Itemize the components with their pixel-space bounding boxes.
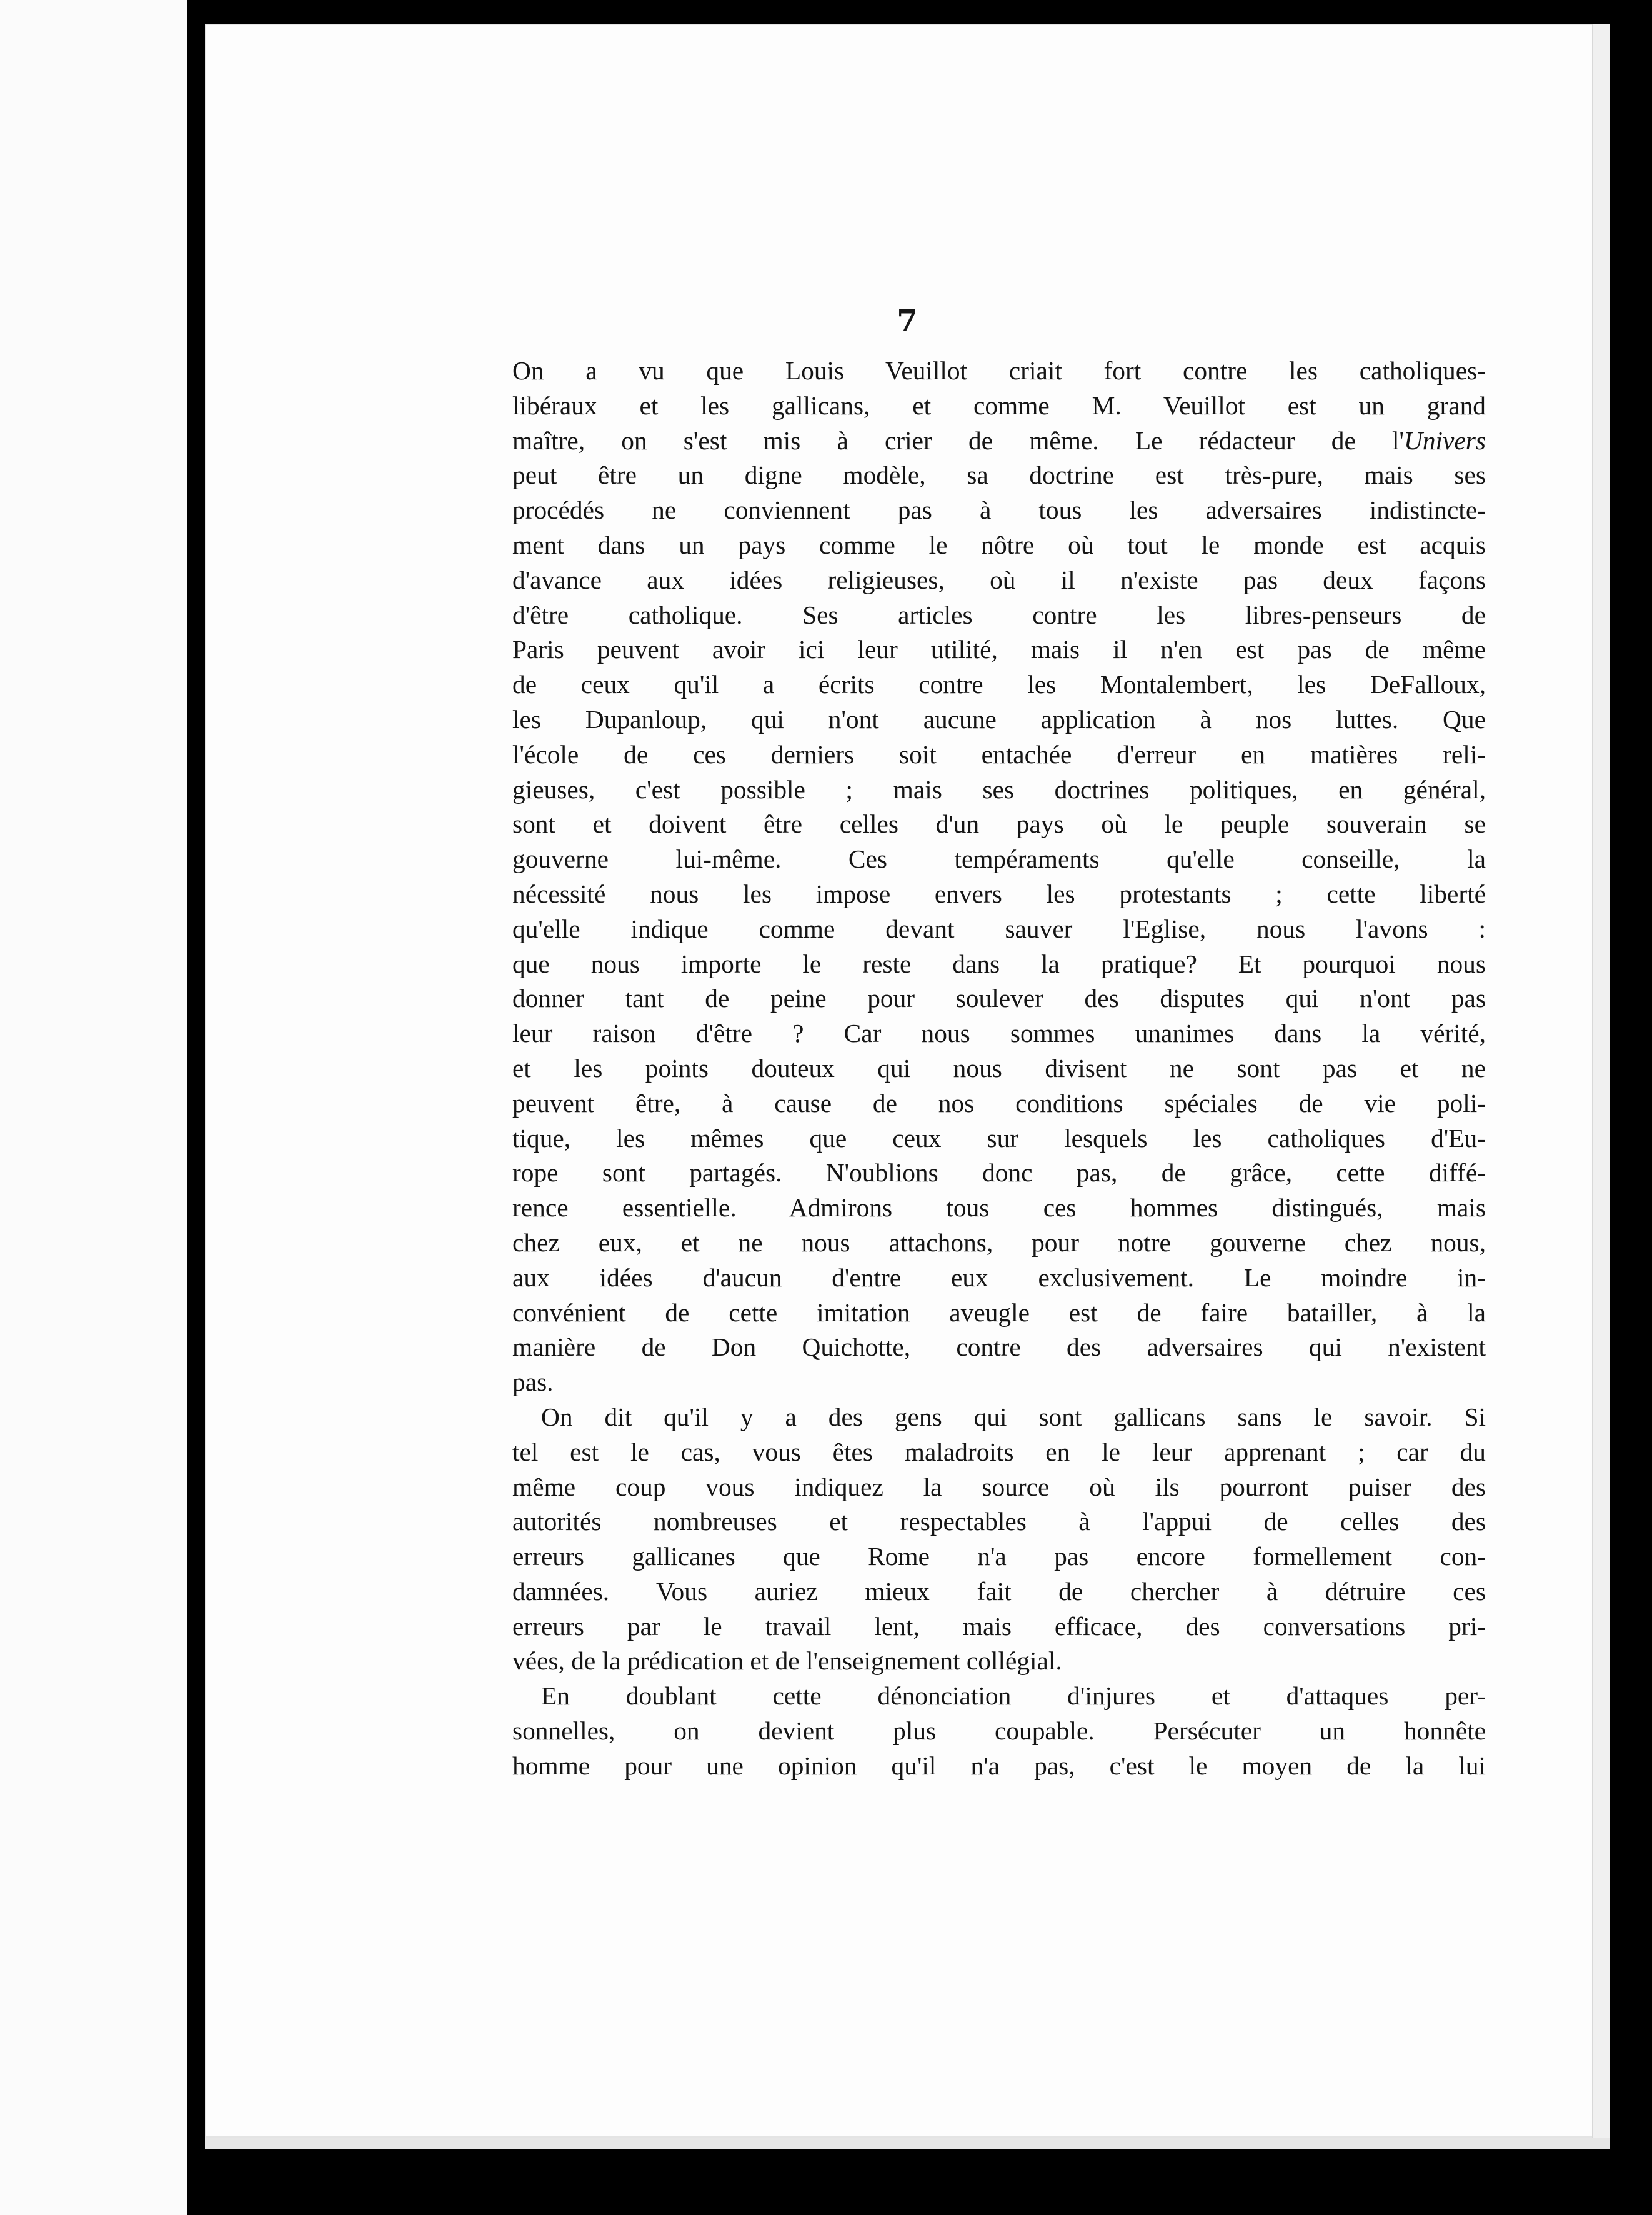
text-line: de ceux qu'il a écrits contre les Montalembert, les DeFalloux, <box>512 670 1486 699</box>
text-line: pas. <box>512 1368 554 1397</box>
text-line: On a vu que Louis Veuillot criait fort contre les catholiques- <box>512 356 1486 385</box>
text-line: que nous importe le reste dans la pratique? Et pourquoi nous <box>512 949 1486 978</box>
text-line: manière de Don Quichotte, contre des adversaires qui n'existent <box>512 1332 1486 1362</box>
text-line <box>512 424 1486 459</box>
text-line: et les points douteux qui nous divisent ne sont pas et ne <box>512 1053 1486 1082</box>
page-bottom-edge <box>205 2138 1610 2149</box>
text-line: autorités nombreuses et respectables à l'appui de celles des <box>512 1507 1486 1536</box>
text-line: tel est le cas, vous êtes maladroits en le leur apprenant ; car du <box>512 1437 1486 1466</box>
paragraph <box>512 354 1486 1400</box>
text-line: d'être catholique. Ses articles contre les libres-penseurs de <box>512 600 1486 629</box>
text-line: qu'elle indique comme devant sauver l'Eglise, nous l'avons : <box>512 914 1486 943</box>
page-edge <box>1592 24 1610 2138</box>
text-line: vées, de la prédication et de l'enseignement collégial. <box>512 1646 1062 1676</box>
text-line: sonnelles, on devient plus coupable. Persécuter un honnête <box>512 1716 1486 1746</box>
text-line: libéraux et les gallicans, et comme M. Veuillot est un grand <box>512 391 1486 420</box>
binding-mark <box>190 356 201 378</box>
text-line: tique, les mêmes que ceux sur lesquels les catholiques d'Eu- <box>512 1123 1486 1152</box>
text-line: Paris peuvent avoir ici leur utilité, mais il n'en est pas de même <box>512 635 1486 664</box>
binding-mark <box>190 1738 201 1759</box>
text-line: rence essentielle. Admirons tous ces hommes distingués, mais <box>512 1193 1486 1222</box>
text-line: aux idées d'aucun d'entre eux exclusivement. Le moindre in- <box>512 1262 1486 1292</box>
text-line: peut être un digne modèle, sa doctrine est très-pure, mais ses <box>512 461 1486 490</box>
text-line: En doublant cette dénonciation d'injures et d'attaques per- <box>541 1681 1486 1711</box>
text-line: ment dans un pays comme le nôtre où tout le monde est acquis <box>512 530 1486 559</box>
text-line: homme pour une opinion qu'il n'a pas, c'est le moyen de la lui <box>512 1751 1486 1780</box>
text-line: rope sont partagés. N'oublions donc pas, de grâce, cette diffé- <box>512 1158 1486 1188</box>
italic-title: Univers <box>1403 426 1486 455</box>
text-line: convénient de cette imitation aveugle est de faire batailler, à la <box>512 1298 1486 1327</box>
text-line: erreurs gallicanes que Rome n'a pas encore formellement con- <box>512 1542 1486 1571</box>
text-line: sont et doivent être celles d'un pays où le peuple souverain se <box>512 809 1486 839</box>
text-line: l'école de ces derniers soit entachée d'erreur en matières reli- <box>512 739 1486 769</box>
body-text <box>512 354 1486 1784</box>
text-line: chez eux, et ne nous attachons, pour notre gouverne chez nous, <box>512 1228 1486 1257</box>
text-line: procédés ne conviennent pas à tous les adversaires indistincte- <box>512 496 1486 525</box>
text-line: leur raison d'être ? Car nous sommes unanimes dans la vérité, <box>512 1019 1486 1048</box>
book-page <box>205 24 1610 2138</box>
text-line: damnées. Vous auriez mieux fait de chercher à détruire ces <box>512 1576 1486 1606</box>
page-number: 7 <box>897 304 918 339</box>
text-line: peuvent être, à cause de nos conditions spéciales de vie poli- <box>512 1088 1486 1118</box>
text-line: gieuses, c'est possible ; mais ses doctrines politiques, en général, <box>512 774 1486 804</box>
paragraph <box>512 1679 1486 1783</box>
text-line: donner tant de peine pour soulever des disputes qui n'ont pas <box>512 984 1486 1013</box>
text-fragment: maître, on s'est mis à crier de même. Le rédacteur de l' <box>512 426 1404 455</box>
text-line: gouverne lui-même. Ces tempéraments qu'elle conseille, la <box>512 844 1486 874</box>
binding-mark <box>190 1922 201 1943</box>
paragraph <box>512 1400 1486 1679</box>
text-line: erreurs par le travail lent, mais efficace, des conversations pri- <box>512 1611 1486 1641</box>
text-line: d'avance aux idées religieuses, où il n'existe pas deux façons <box>512 565 1486 594</box>
text-line: On dit qu'il y a des gens qui sont gallicans sans le savoir. Si <box>541 1402 1486 1431</box>
text-line: nécessité nous les impose envers les protestants ; cette liberté <box>512 879 1486 908</box>
binding-gutter <box>187 0 205 2215</box>
facing-page <box>0 0 187 2215</box>
text-line: les Dupanloup, qui n'ont aucune application à nos luttes. Que <box>512 704 1486 734</box>
text-line: même coup vous indiquez la source où ils pourront puiser des <box>512 1472 1486 1501</box>
